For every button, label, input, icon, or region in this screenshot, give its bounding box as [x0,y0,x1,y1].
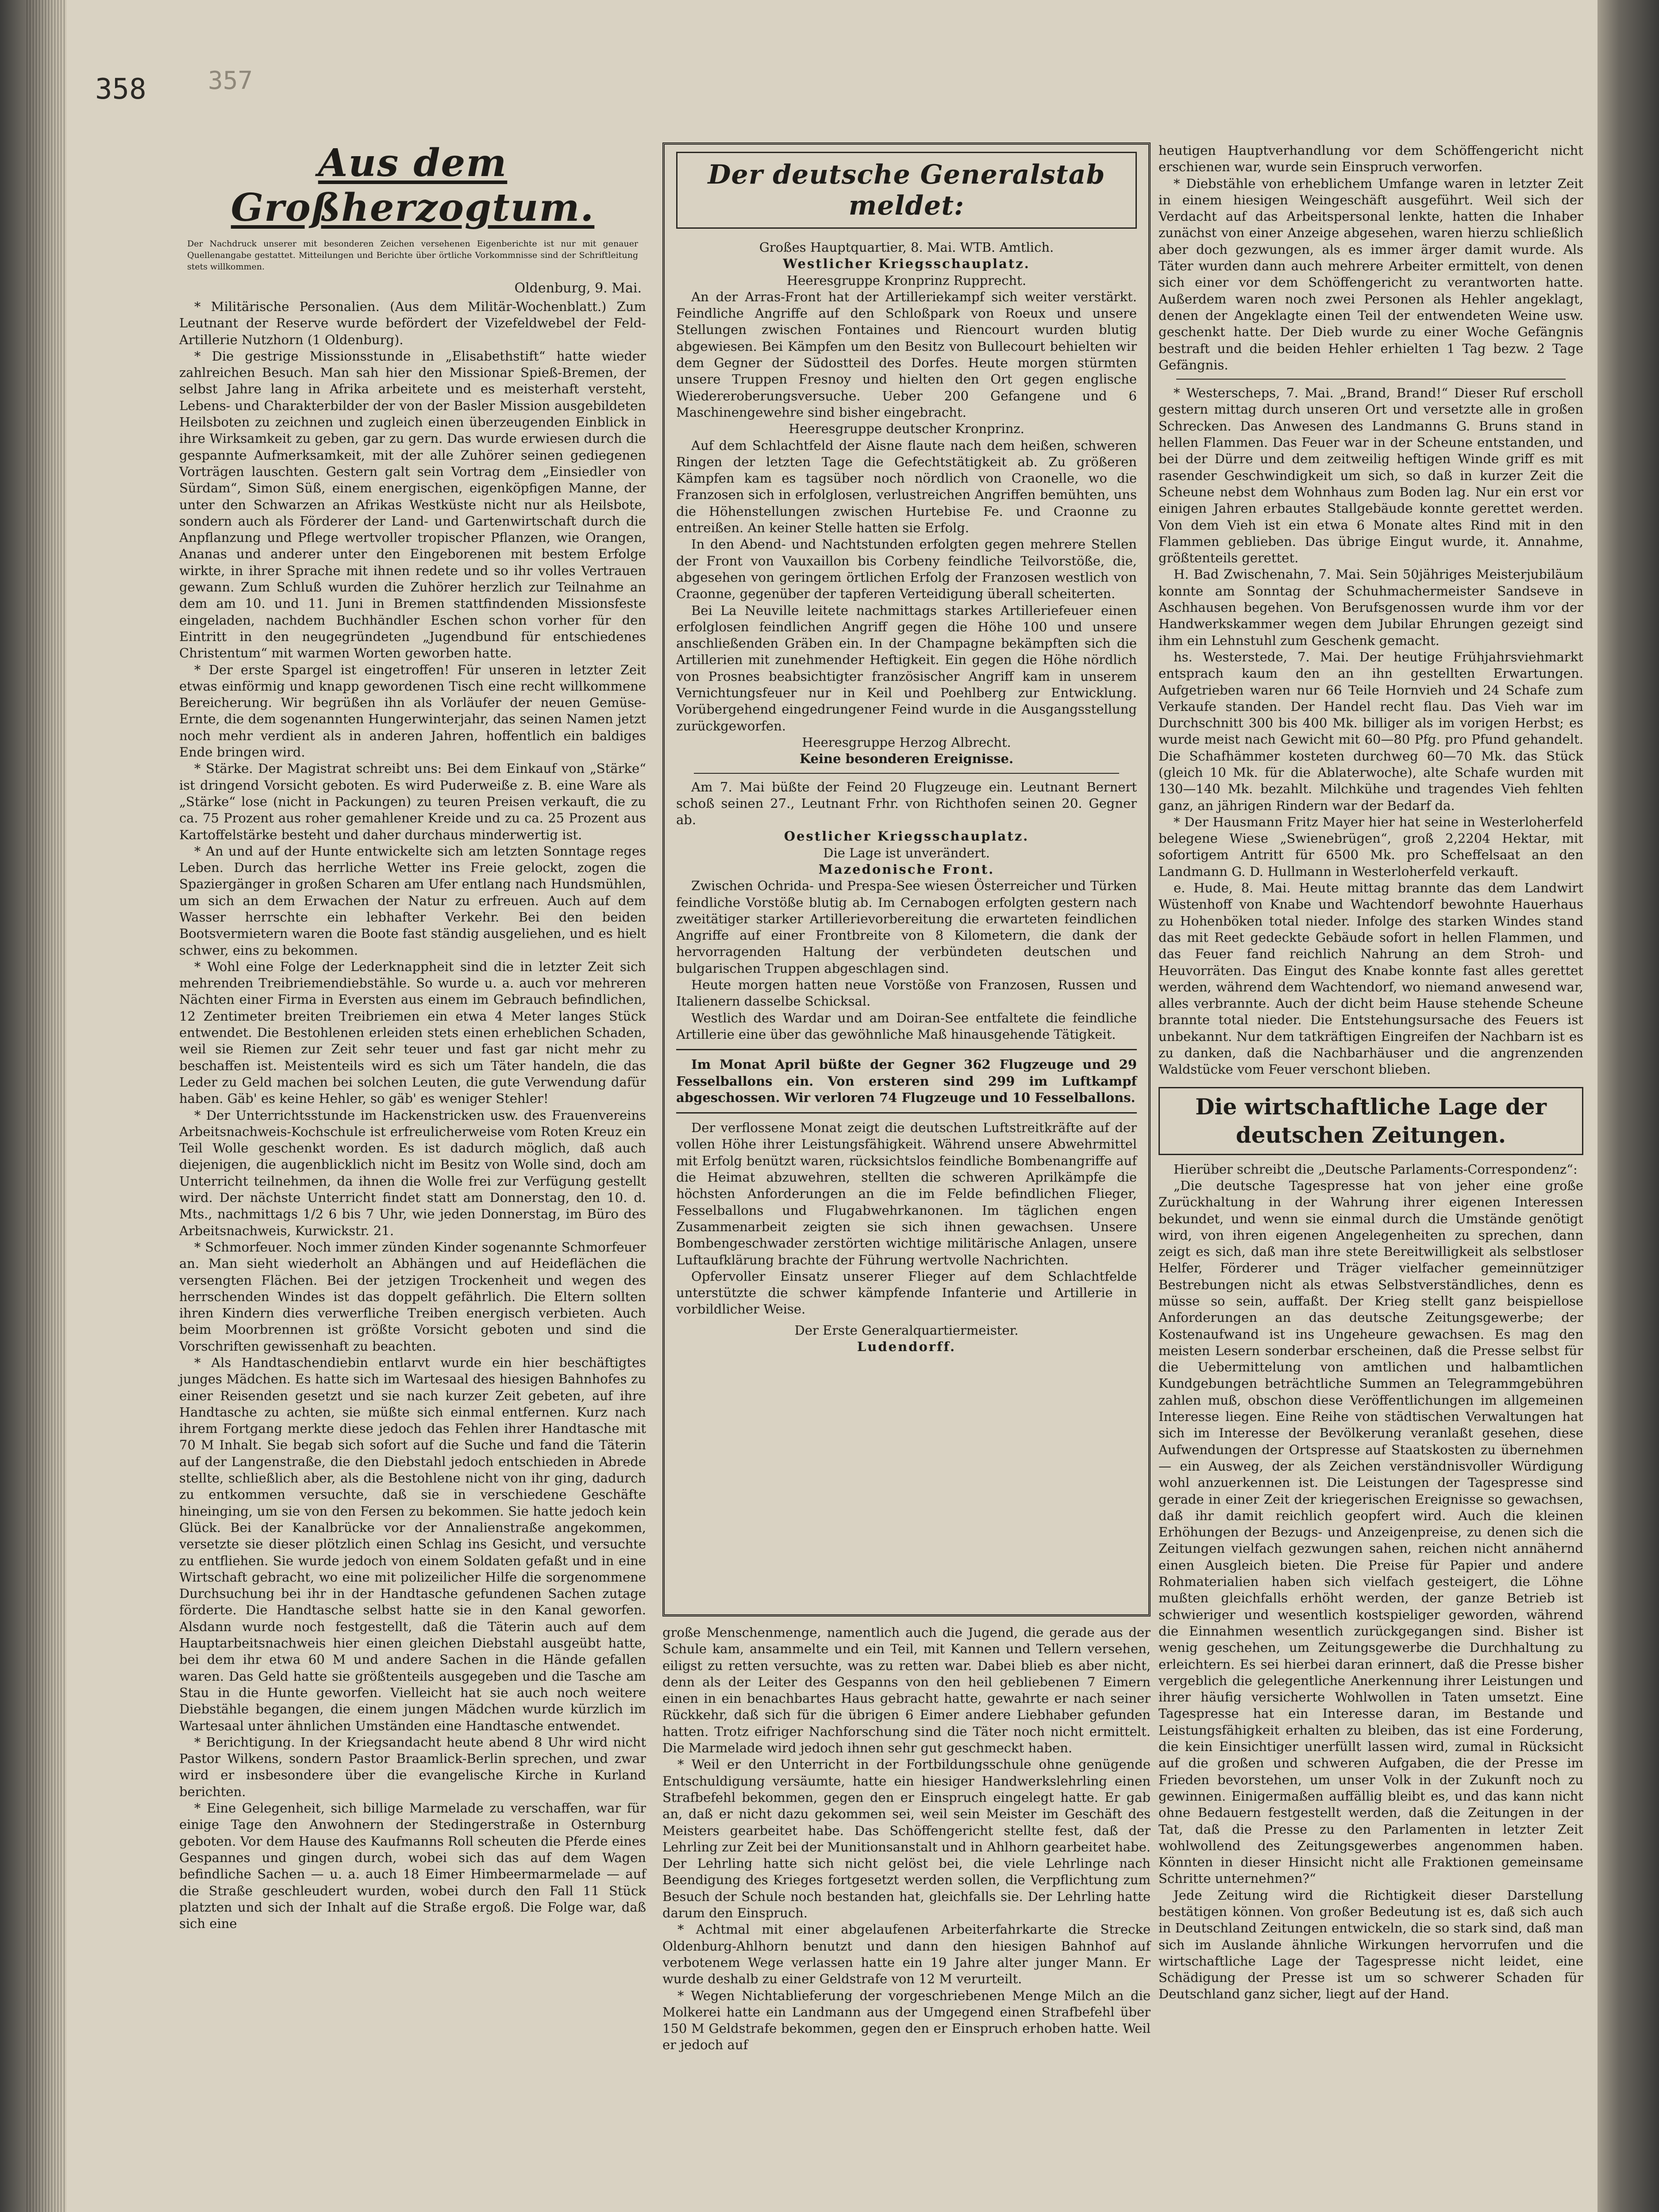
report-paragraph: Bei La Neuville leitete nachmittags starkes Artilleriefeuer einen erfolglosen feindlichen Angriff gegen die Höhe 100 und unsere anschließenden Gräben ein. In der Champagne bekämpften sich die Artillerien mit zunehmender Heftigkeit. Ein gegen die Höhe nördlich von Prosnes beabsichtigter französischer Angriff kam in unserem Vernichtungsfeuer nur in Keil und Poehlberg zur Entwicklung. Vorübergehend eingedrungener Feind wurde in die Ausgangsstellung zurückgeworfen. [676,603,1137,733]
news-item: * Wohl eine Folge der Lederknappheit sind die in letzter Zeit sich mehrenden Treibriemendiebstähle. So wurde u. a. auch vor mehreren Nächten einer Firma in Eversten aus einem im Gebrauch befindlichen, 12 Zentimeter breiten Treibriemen ein etwa 4 Meter langes Stück entwendet. Die Bestohlenen erleiden stets einen erheblichen Schaden, weil sie Riemen zur Zeit sehr teuer und fast gar nicht mehr zu beschaffen ist. Meistenteils wird es sich um Täter handeln, die das Leder zu Geld machen bei solchen Leuten, die gute Verwendung dafür haben. Gäb' es keine Hehler, so gäb' es weniger Stehler! [179,959,646,1106]
newspaper-economy-article [1159,1161,1583,2003]
report-paragraph: Heute morgen hatten neue Vorstöße von Franzosen, Russen und Italienern dasselbe Schicksal. [676,977,1137,1009]
western-front-title: Westlicher Kriegsschauplatz. [783,256,1030,272]
eastern-front-title: Oestlicher Kriegsschauplatz. [784,829,1029,844]
news-item: hs. Westerstede, 7. Mai. Der heutige Frühjahrsviehmarkt entsprach kaum den an ihn gestellten Erwartungen. Aufgetrieben waren nur 66 Teile Hornvieh und 24 Schafe zum Verkaufe standen. Der Handel recht flau. Das Vieh war im Durchschnitt 300 bis 400 Mk. billiger als im vorigen Herbst; es wurde meist nach Gewicht mit 60—80 Pfg. pro Pfund gehandelt. Die Schafhämmer kosteten durchweg 60—70 Mk. das Stück (gleich 10 Mk. für die Ablaterwoche), alte Schafe wurden mit 130—140 Mk. bezahlt. Milchkühe und tragendes Vieh fehlten ganz, an jährigen Rindern war der Bedarf da. [1159,649,1583,813]
news-item: * Wegen Nichtablieferung der vorgeschriebenen Menge Milch an die Molkerei hatte ein Landmann aus der Umgegend einen Strafbefehl über 150 M Geldstrafe bekommen, gegen den er Einspruch erhoben hatte. Weil er jedoch auf [662,1988,1151,2053]
report-paragraph: Westlich des Wardar und am Doiran-See entfaltete die feindliche Artillerie eine über das gewöhnliche Maß hinausgehende Tätigkeit. [676,1010,1137,1042]
news-item: * Westerscheps, 7. Mai. „Brand, Brand!“ Dieser Ruf erscholl gestern mittag durch unseren Ort und versetzte alle in großen Schrecken. Das Anwesen des Landmanns G. Bruns stand in hellen Flammen. Das Feuer war in der Scheune entstanden, und bei der Dürre und dem zeitweilig heftigen Winde griff es mit rasender Geschwindigkeit um sich, so daß in kurzer Zeit die Scheune nebst dem Wohnhaus zum Boden lag. Nur ein erst vor einigen Jahren erbautes Stallgebäude konnte gerettet werden. Von dem Vieh ist ein etwa 6 Monate altes Rind mit in den Flammen geblieben. Das übrige Eingut wurde, it. Annahme, größtenteils gerettet. [1159,385,1583,566]
report-body [676,239,1137,1355]
dateline: Oldenburg, 9. Mai. [514,280,642,296]
report-title: Der deutsche Generalstab meldet: [676,152,1137,229]
news-item: * Der Unterrichtsstunde im Hackenstricken usw. des Frauenvereins Arbeitsnachweis-Kochschule ist erfreulicherweise vom Roten Kreuz ein Teil Wolle geschenkt worden. Es ist dadurch möglich, daß auch diejenigen, die augenblicklich nicht im Besitz von Wolle sind, doch am Unterricht teilnehmen, da ihnen die Wolle frei zur Verfügung gestellt wird. Der nächste Unterricht findet statt am Donnerstag, den 10. d. Mts., nachmittags 1/2 6 bis 7 Uhr, wie jeden Donnerstag, im Büro des Arbeitsnachweis, Kurwickstr. 21. [179,1107,646,1238]
macedonian-front-title: Mazedonische Front. [818,861,995,877]
column-2-lower [662,1624,1151,2054]
divider [1176,379,1566,380]
column-3 [1159,142,1583,2003]
news-item: e. Hude, 8. Mai. Heute mittag brannte das dem Landwirt Wüstenhoff von Knabe und Wachtendorf bewohnte Hauerhaus zu Hohenböken total nieder. Infolge des starken Windes stand das mit Reet gedeckte Gebäude sofort in hellen Flammen, und das Feuer fand reichlich Nahrung an dem Stroh- und Heuvorräten. Das Eingut des Knabe konnte fast alles gerettet werden, während dem Wachtendorf, wo niemand anwesend war, alles verbrannte. Auch der dicht beim Hause stehende Scheune brannte total nieder. Die Entstehungsursache des Feuers ist unbekannt. Nur dem tatkräftigen Eingreifen der Nachbarn ist es zu danken, daß die Nachbarhäuser und die angrenzenden Waldstücke vom Feuer verschont blieben. [1159,880,1583,1077]
regional-news [1159,142,1583,1078]
article-paragraph: „Die deutsche Tagespresse hat von jeher eine große Zurückhaltung in der Wahrung ihrer eigenen Interessen bekundet, und wenn sie einmal durch die Umstände genötigt wird, von ihren eigenen Angelegenheiten zu sprechen, dann zeigt es sich, daß man ihre stete Bereitwilligkeit als selbstloser Helfer, Förderer und Träger vielfacher gemeinnütziger Bestrebungen nicht als etwas Selbstverständliches, denn es müsse so sein, auffaßt. Der Krieg stellt ganz beispiellose Anforderungen an das deutsche Zeitungsgewerbe; der Kostenaufwand ist ins Ungeheure gewachsen. Es mag den meisten Lesern sonderbar erscheinen, daß die Presse selbst für die Uebermittelung von amtlichen und halbamtlichen Kundgebungen beträchtliche Summen an Telegrammgebühren zahlen muß, obschon diese Veröffentlichungen im allgemeinen Interesse liegen. Eine Reihe von städtischen Verwaltungen hat sich im Interesse der Bevölkerung veranlaßt gesehen, diese Aufwendungen der Ortspresse auf Staatskosten zu übernehmen — ein Ausweg, der als Zeichen verständnisvoller Würdigung wohl anzuerkennen ist. Die Leistungen der Tagespresse sind gerade in einer Zeit der kriegerischen Ereignisse so gewachsen, daß ihr damit reichlich geopfert wird. Auch die kleinen Erhöhungen der Bezugs- und Anzeigenpreise, zu denen sich die Zeitungen vielfach gezwungen sahen, reichen nicht annähernd einen Ausgleich bieten. Die Preise für Papier und andere Rohmaterialien haben sich vielfach gesteigert, die Löhne mußten gleichfalls erhöht werden, der ganze Betrieb ist schwieriger und wesentlich kostspieliger geworden, während die Einnahmen wesentlich zurückgegangen sind. Bisher ist wenig geschehen, um Zeitungsgewerbe die Durchhaltung zu erleichtern. Es sei hierbei daran erinnert, daß die Presse bisher vergeblich die gelegentliche Anerkennung ihrer Leistungen und ihrer häufig versicherte Wohlwollen in Taten umsetzt. Eine Tagespresse hat ein Interesse daran, im Bestande und Leistungsfähigkeit erhalten zu bleiben, das ist eine Forderung, die kein Einsichtiger unerfüllt lassen wird, zumal in Rücksicht auf die großen und schweren Aufgaben, die der Presse im Frieden bevorstehen, um unser Volk in der Zukunft noch zu gewinnen. Einigermaßen auffällig bleibt es, und das kann nicht ohne Bedauern festgestellt werden, daß die Zeitungen in der Tat, daß die Presse zu den Parlamenten in letzter Zeit wohlwollend des Zeitungsgewerbes angenommen haben. Könnten in dieser Hinsicht nicht alle Fraktionen gemeinsame Schritte unternehmen?“ [1159,1178,1583,1886]
news-item: * Militärische Personalien. (Aus dem Militär-Wochenblatt.) Zum Leutnant der Reserve wurde befördert der Vizefeldwebel der Feld-Artillerie Nutzhorn (1 Oldenburg). [179,299,646,347]
report-paragraph: Auf dem Schlachtfeld der Aisne flaute nach dem heißen, schweren Ringen der letzten Tage die Gefechtstätigkeit ab. Zu größeren Kämpfen kam es tagsüber noch nördlich von Craonelle, wo die Franzosen sich in erfolglosen, verlustreichen Angriffen bemühten, uns die Höhenstellungen zwischen Hurtebise Fe. und Craonne zu entreißen. An keiner Stelle hatten sie Erfolg. [676,438,1137,536]
article-heading: Die wirtschaftliche Lage der deutschen Zeitungen. [1159,1087,1583,1155]
news-item: * Die gestrige Missionsstunde in „Elisabethstift“ hatte wieder zahlreichen Besuch. Man sah hier den Missionar Spieß-Bremen, der selbst Jahre lang in Afrika arbeitete und es meisterhaft versteht, Lebens- und Charakterbilder der von der Basler Mission ausgebildeten Heilsboten zu zeichnen und zugleich einen überzeugenden Einblick in ihre Wirksamkeit zu geben, gar zu gern. Das wurde erwiesen durch die gespannte Aufmerksamkeit, mit der alle Zuhörer seinen gediegenen Vorträgen lauschten. Gestern galt sein Vortrag dem „Einsiedler von Sürdam“, Simon Süß, einem energischen, eigenköpfigen Manne, der unter den Schwarzen an Afrikas Westküste nicht nur als Heilsbote, sondern auch als Förderer der Land- und Gartenwirtschaft durch die Anpflanzung und Pflege wertvoller tropischer Pflanzen, wie Orangen, Ananas und anderer unter den Eingeborenen mit bestem Erfolge wirkte, in ihrer Sprache mit ihnen redete und so ihr volles Vertrauen gewann. Zum Schluß wurden die Zuhörer herzlich zur Teilnahme an dem am 10. und 11. Juni in Bremen stattfindenden Missionsfeste eingeladen, nachdem Buchhändler Eschen schon vorher für den Eintritt in den neugegründeten „Jugendbund für entschiedenes Christentum“ mit warmen Worten geworben hatte. [179,348,646,661]
news-item: * Stärke. Der Magistrat schreibt uns: Bei dem Einkauf von „Stärke“ ist dringend Vorsicht geboten. Es wird Puderweiße z. B. eine Ware als „Stärke“ lose (nicht in Packungen) zu teuren Preisen verkauft, die zu ca. 75 Prozent aus roher gemahlener Kreide und zu ca. 25 Prozent aus Kartoffelstärke besteht und daher durchaus minderwertig ist. [179,761,646,842]
local-news-continued [662,1624,1151,2054]
report-paragraph: Zwischen Ochrida- und Prespa-See wiesen Österreicher und Türken feindliche Vorstöße blutig ab. Im Cernabogen erfolgten gestern nach zweitätiger starker Artillerievorbereitung die erwarteten feindlichen Angriffe auf einer Frontbreite von 8 Kilometern, die dank der hervorragenden Haltung der verbündeten deutschen und bulgarischen Truppen abgeschlagen sind. [676,878,1137,976]
report-paragraph: In den Abend- und Nachtstunden erfolgten gegen mehrere Stellen der Front von Vauxaillon bis Corbeny feindliche Teilvorstöße, die, abgesehen von geringem örtlichen Erfolg der Franzosen westlich von Craonne, gegenüber der tapferen Verteidigung überall scheiterten. [676,537,1137,602]
army-group-albrecht: Heeresgruppe Herzog Albrecht. [802,734,1011,750]
report-paragraph: Im Monat April büßte der Gegner 362 Flugzeuge und 29 Fesselballons ein. Von ersteren sind 299 im Luftkampf abgeschossen. Wir verloren 74 Flugzeuge und 10 Fesselballons. [676,1057,1137,1105]
page-number: 358 [95,73,146,106]
signature-title: Der Erste Generalquartiermeister. [794,1322,1019,1338]
army-group-rupprecht: Heeresgruppe Kronprinz Rupprecht. [786,273,1027,288]
news-item: heutigen Hauptverhandlung vor dem Schöffengericht nicht erschienen war, wurde sein Einspruch verworfen. [1159,143,1583,175]
news-item: * Der Hausmann Fritz Mayer hier hat seine in Westerloherfeld belegene Wiese „Swienebrügen“, groß 2,2204 Hektar, mit sofortigem Antritt für 6500 Mk. pro Scheffelsaat an den Landmann G. D. Hullmann in Westerloherfeld verkauft. [1159,814,1583,879]
divider [676,1112,1137,1114]
page-stack-edges [27,0,66,2212]
general-staff-report-box [662,142,1151,1617]
eastern-front-status: Die Lage ist unverändert. [823,845,990,860]
page-number-bleedthrough: 357 [208,66,253,95]
army-group-kronprinz: Heeresgruppe deutscher Kronprinz. [789,421,1024,437]
signature-name: Ludendorff. [857,1339,956,1354]
divider [694,773,1119,774]
report-paragraph: Der verflossene Monat zeigt die deutschen Luftstreitkräfte auf der vollen Höhe ihrer Leistungsfähigkeit. Während unsere Abwehrmittel mit Erfolg benützt waren, rücksichtslos feindliche Bombenangriffe auf die Heimat abzuwehren, stellten die schweren Aprilkämpfe die höchsten Anforderungen an die im Felde befindlichen Flieger, Fesselballons und Flugabwehrkanonen. Im täglichen engen Zusammenarbeit zeigten sie sich ihnen gewachsen. Unsere Bombengeschwader zerstörten wichtige militärische Anlagen, unsere Luftaufklärung brachte der Führung wertvolle Nachrichten. [676,1120,1137,1267]
article-paragraph: Jede Zeitung wird die Richtigkeit dieser Darstellung bestätigen können. Von großer Bedeutung ist es, daß sich auch in Deutschland Zeitungen entwickeln, die so stark sind, daß man sich im Auslande ähnliche Wirkungen hervorrufen und die wirtschaftliche Lage der Tagespresse nicht leidet, eine Schädigung der Presse ist um so schwerer Schaden für Deutschland ganz sicher, liegt auf der Hand. [1159,1887,1583,2002]
report-paragraph: Am 7. Mai büßte der Feind 20 Flugzeuge ein. Leutnant Bernert schoß seinen 27., Leutnant Frhr. von Richthofen seinen 20. Gegner ab. [676,779,1137,828]
news-item: * Der erste Spargel ist eingetroffen! Für unseren in letzter Zeit etwas einförmig und knapp gewordenen Tisch eine recht willkommene Bereicherung. Wir begrüßen ihn als Vorläufer der neuen Gemüse-Ernte, die dem sogenannten Hungerwinterjahr, das seinen Namen jetzt noch mehr verdient als in anderen Jahren, hoffentlich ein baldiges Ende bringen wird. [179,662,646,760]
right-page-edge [1597,0,1659,2212]
news-item: * Diebstähle von erheblichem Umfange waren in letzter Zeit in einem hiesigen Weingeschäft ausgeführt. Weil sich der Verdacht auf das Arbeitspersonal lenkte, hatten die Inhaber zunächst von einer Anzeige abgesehen, waren hierzu schließlich aber doch gezwungen, als es immer ärger damit wurde. Als Täter wurden dann auch mehrere Arbeiter ermittelt, von denen sich einer vor dem Schöffengericht zu verantworten hatte. Außerdem waren noch zwei Personen als Hehler angeklagt, denen der Angeklagte einen Teil der entwendeten Weine usw. geschenkt hatte. Der Dieb wurde zu einer Woche Gefängnis bestraft und die beiden Hehler erhielten 1 Tag bezw. 2 Tage Gefängnis. [1159,176,1583,373]
news-item: * An und auf der Hunte entwickelte sich am letzten Sonntage reges Leben. Durch das herrliche Wetter ins Freie gelockt, zogen die Spaziergänger in großen Scharen am Ufer entlang nach Hundsmühlen, um sich an dem Erwachen der Natur zu erfreuen. Auch auf dem Wasser herrschte ein lebhafter Verkehr. Bei den beiden Bootsvermietern waren die Boote fast ständig ausgeliehen, und es hielt schwer, eins zu bekommen. [179,843,646,958]
section-heading: Aus dem Großherzogtum. [231,141,595,230]
report-paragraph: Opfervoller Einsatz unserer Flieger auf dem Schlachtfelde unterstützte die schwer kämpfende Infanterie und Artillerie in vorbildlicher Weise. [676,1268,1137,1317]
news-item: * Achtmal mit einer abgelaufenen Arbeiterfahrkarte die Strecke Oldenburg-Ahlhorn benutzt und dann den hiesigen Bahnhof auf verbotenem Wege verlassen hatte ein 19 Jahre alter junger Mann. Er wurde deshalb zu einer Geldstrafe von 12 M verurteilt. [662,1922,1151,1987]
news-item: * Weil er den Unterricht in der Fortbildungsschule ohne genügende Entschuldigung versäumte, hatte ein hiesiger Handwerkslehrling einen Strafbefehl bekommen, gegen den er Einspruch eingelegt hatte. Er gab an, daß er nicht dazu gekommen sei, weil sein Meister im Geschäft des Meisters gearbeitet habe. Das Schöffengericht stellte fest, daß der Lehrling zur Zeit bei der Munitionsanstalt und in Ahlhorn gearbeitet habe. Der Lehrling hatte sich nicht gelöst bei, die viele Lehrlinge nach Beendigung des Krieges fortgesetzt werden sollen, die Verpflichtung zum Besuch der Schule noch bestanden hat, gleichfalls sie. Der Lehrling hatte darum den Einspruch. [662,1757,1151,1921]
local-news [179,299,646,1932]
reprint-note: Der Nachdruck unserer mit besonderen Zeichen versehenen Eigenberichte ist nur mit genauer Quellenangabe gestattet. Mitteilungen und Berichte über örtliche Vorkommnisse sind der Schriftleitung stets willkommen. [187,239,638,272]
news-item: große Menschenmenge, namentlich auch die Jugend, die gerade aus der Schule kam, ansammelte und ein Teil, mit Kannen und Tellern versehen, eiligst zu retten versuchte, was zu retten war. Dabei blieb es aber nicht, denn als der Leiter des Gespanns von den heil gebliebenen 7 Eimern einen in ein benachbartes Haus gebracht hatte, gewahrte er nach seiner Rückkehr, daß sich für die übrigen 6 Eimer andere Liebhaber gefunden hatten. Trotz eifriger Nachforschung sind die Täter noch nicht ermittelt. Die Marmelade wird jedoch ihnen sehr gut geschmeckt haben. [662,1625,1151,1756]
albrecht-status: Keine besonderen Ereignisse. [799,751,1014,767]
news-item: * Berichtigung. In der Kriegsandacht heute abend 8 Uhr wird nicht Pastor Wilkens, sondern Pastor Braamlick-Berlin sprechen, und zwar wird er insbesondere über die evangelische Kirche in Kurland berichten. [179,1734,646,1799]
news-item: * Als Handtaschendiebin entlarvt wurde ein hier beschäftigtes junges Mädchen. Es hatte sich im Wartesaal des hiesigen Bahnhofes zu einer Reisenden gesetzt und sie nach kurzer Zeit gebeten, auf ihre Handtasche zu achten, sie müßte sich einmal entfernen. Kurz nach ihrem Fortgang merkte diese jedoch das Fehlen ihrer Handtasche mit 70 M Inhalt. Sie begab sich sofort auf die Suche und fand die Täterin auf der Langenstraße, die den Diebstahl jedoch entschieden in Abrede stellte, schließlich aber, als die Bestohlene nicht von ihr ging, dadurch zu entkommen versuchte, daß sie in verschiedene Geschäfte hineinging, um sie von den Fersen zu bekommen. Sie hatte jedoch kein Glück. Bei der Kanalbrücke vor der Annalienstraße angekommen, versetzte sie dieser plötzlich einen Schlag ins Gesicht, und versuchte zu entfliehen. Sie wurde jedoch von einem Soldaten gefaßt und in eine Wirtschaft gebracht, wo eine mit polizeilicher Hilfe die sorgenommene Durchsuchung bei ihr in der Handtasche gefundenen Sachen zutage förderte. Die Handtasche selbst hatte sie in den Kanal geworfen. Alsdann wurde noch festgestellt, daß die Täterin auch auf dem Hauptarbeitsnachweis hier einen gleichen Diebstahl ausgeübt hatte, bei dem ihr etwa 60 M und andere Sachen in die Hände gefallen waren. Das Geld hatte sie größtenteils ausgegeben und die Tasche am Stau in die Hunte geworfen. Vielleicht hat sie auch noch weitere Diebstähle begangen, die einem jungen Mädchen wurde kürzlich im Wartesaal unter ähnlichen Umständen eine Handtasche entwendet. [179,1355,646,1733]
news-item: * Schmorfeuer. Noch immer zünden Kinder sogenannte Schmorfeuer an. Man sieht wiederholt an Abhängen und auf Heideflächen die versengten Flächen. Bei der jetzigen Trockenheit und wegen des herrschenden Windes ist das doppelt gefährlich. Die Eltern sollten ihren Kindern dies verwerfliche Treiben energisch verbieten. Auch beim Moorbrennen ist größte Vorsicht geboten und sind die Vorschriften gewissenhaft zu beachten. [179,1239,646,1354]
report-paragraph: An der Arras-Front hat der Artilleriekampf sich weiter verstärkt. Feindliche Angriffe auf den Schloßpark von Roeux und unsere Stellungen zwischen Fontaines und Riencourt wurden blutig abgewiesen. Bei Kämpfen um den Besitz von Bullecourt behielten wir dem Gegner der Südostteil des Dorfes. Heute morgen stürmten unsere Truppen Fresnoy und hielten den Ort gegen englische Wiedereroberungsversuche. Ueber 200 Gefangene und 6 Maschinengewehre sind bisher eingebracht. [676,289,1137,420]
news-item: * Eine Gelegenheit, sich billige Marmelade zu verschaffen, war für einige Tage den Anwohnern der Stedingerstraße in Osternburg geboten. Vor dem Hause des Kaufmanns Roll scheuten die Pferde eines Gespannes und gingen durch, wobei sich das auf dem Wagen befindliche Sachen — u. a. auch 18 Eimer Himbeermarmelade — auf die Straße geschleudert wurden, wobei durch den Fall 11 Stück platzten und sich der Inhalt auf die Straße ergoß. Die Folge war, daß sich eine [179,1801,646,1932]
column-1 [179,141,646,1932]
divider [676,1049,1137,1050]
report-hq-line: Großes Hauptquartier, 8. Mai. WTB. Amtlich. [759,240,1054,255]
article-paragraph: Hierüber schreibt die „Deutsche Parlaments-Correspondenz“: [1174,1161,1578,1177]
news-item: H. Bad Zwischenahn, 7. Mai. Sein 50jähriges Meisterjubiläum konnte am Sonntag der Schuhmachermeister Sandseve in Aschhausen begehen. Von Berufsgenossen wurde ihm vor der Handwerkskammer wegen dem Jubilar Ehrungen gezeigt sind ihm ein Lehnstuhl zum Geschenk gemacht. [1159,567,1583,648]
